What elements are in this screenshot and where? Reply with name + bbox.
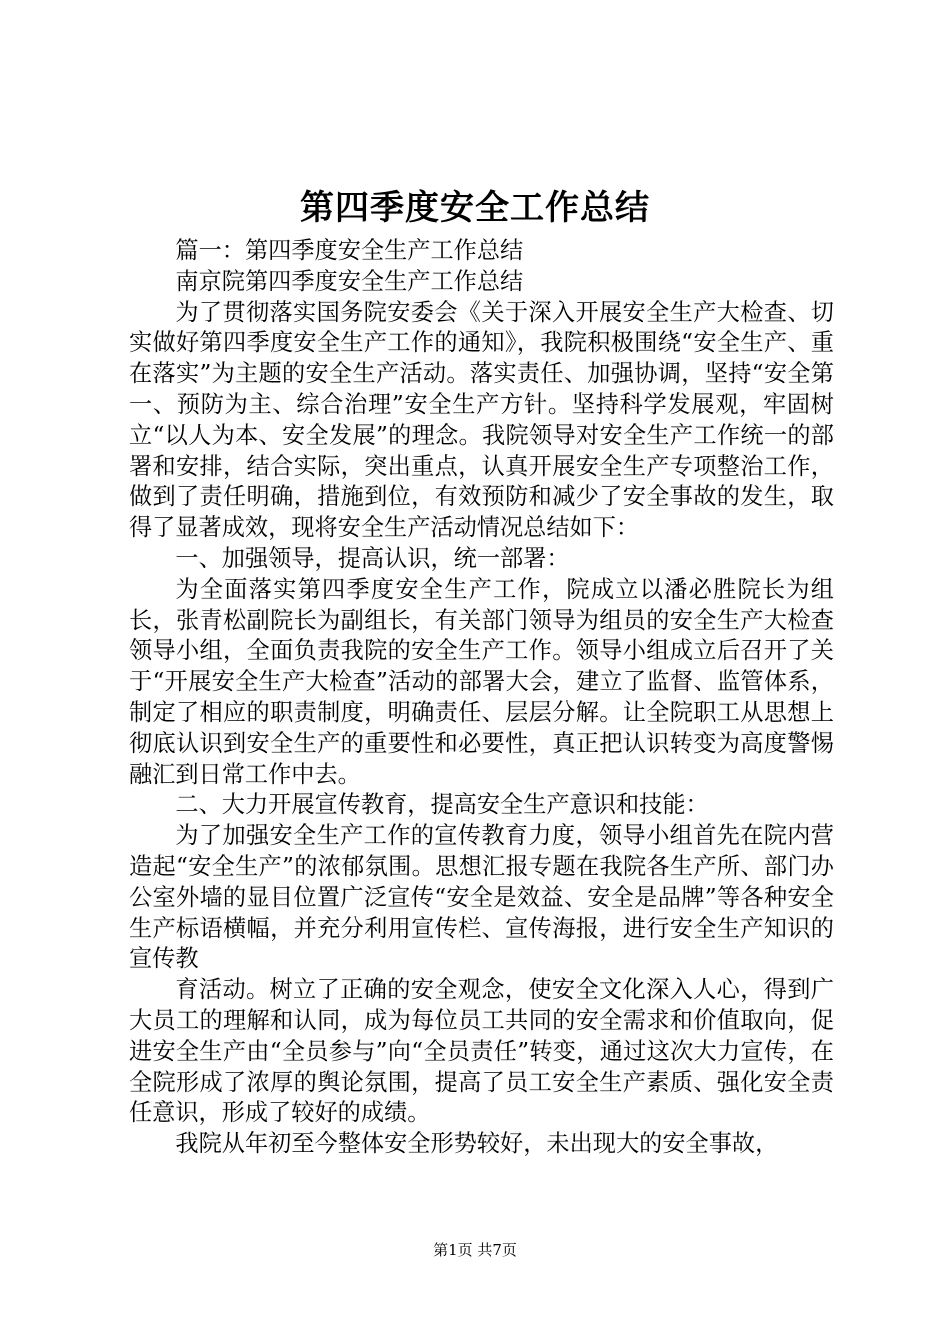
paragraph-publicity-continued: 育活动。树立了正确的安全观念，使安全文化深入人心，得到广大员工的理解和认同，成为每位员工共同的安全需求和价值取向，促进安全生产由“全员参与”向“全员责任”转变，通过这次大力宣传，在全院形成了浓厚的舆论氛围，提高了员工安全生产素质、强化安全责任意识，形成了较好的成绩。 (129, 976, 834, 1127)
document-title: 第四季度安全工作总结 (300, 188, 650, 228)
paragraph-heading-2: 二、大力开展宣传教育，提高安全生产意识和技能： (175, 791, 709, 819)
paragraph-subtitle: 南京院第四季度安全生产工作总结 (175, 267, 524, 295)
paragraph-safety-status: 我院从年初至今整体安全形势较好，未出现大的安全事故， (175, 1130, 779, 1158)
document-body (129, 236, 834, 1160)
paragraph-publicity: 为了加强安全生产工作的宣传教育力度，领导小组首先在院内营造起“安全生产”的浓郁氛围。思想汇报专题在我院各生产所、部门办公室外墙的显目位置广泛宣传“安全是效益、安全是品牌”等各种安全生产标语横幅，并充分利用宣传栏、宣传海报，进行安全生产知识的宣传教 (129, 822, 834, 973)
paragraph-section-heading: 篇一：第四季度安全生产工作总结 (175, 237, 524, 264)
page-number-footer: 第1页 共7页 (433, 1241, 517, 1259)
paragraph-leadership: 为全面落实第四季度安全生产工作，院成立以潘必胜院长为组长，张青松副院长为副组长，有关部门领导为组员的安全生产大检查领导小组，全面负责我院的安全生产工作。领导小组成立后召开了关于“开展安全生产大检查”活动的部署大会，建立了监督、监管体系，制定了相应的职责制度，明确责任、层层分解。让全院职工从思想上彻底认识到安全生产的重要性和必要性，真正把认识转变为高度警惕融汇到日常工作中去。 (129, 575, 834, 788)
paragraph-intro: 为了贯彻落实国务院安委会《关于深入开展安全生产大检查、切实做好第四季度安全生产工作的通知》，我院积极围绕“安全生产、重在落实”为主题的安全生产活动。落实责任、加强协调，坚持“安全第一、预防为主、综合治理”安全生产方针。坚持科学发展观，牢固树立“以人为本、安全发展”的理念。我院领导对安全生产工作统一的部署和安排，结合实际，突出重点，认真开展安全生产专项整治工作，做到了责任明确，措施到位，有效预防和减少了安全事故的发生，取得了显著成效，现将安全生产活动情况总结如下： (129, 298, 834, 542)
paragraph-heading-1: 一、加强领导，提高认识，统一部署： (175, 544, 570, 572)
